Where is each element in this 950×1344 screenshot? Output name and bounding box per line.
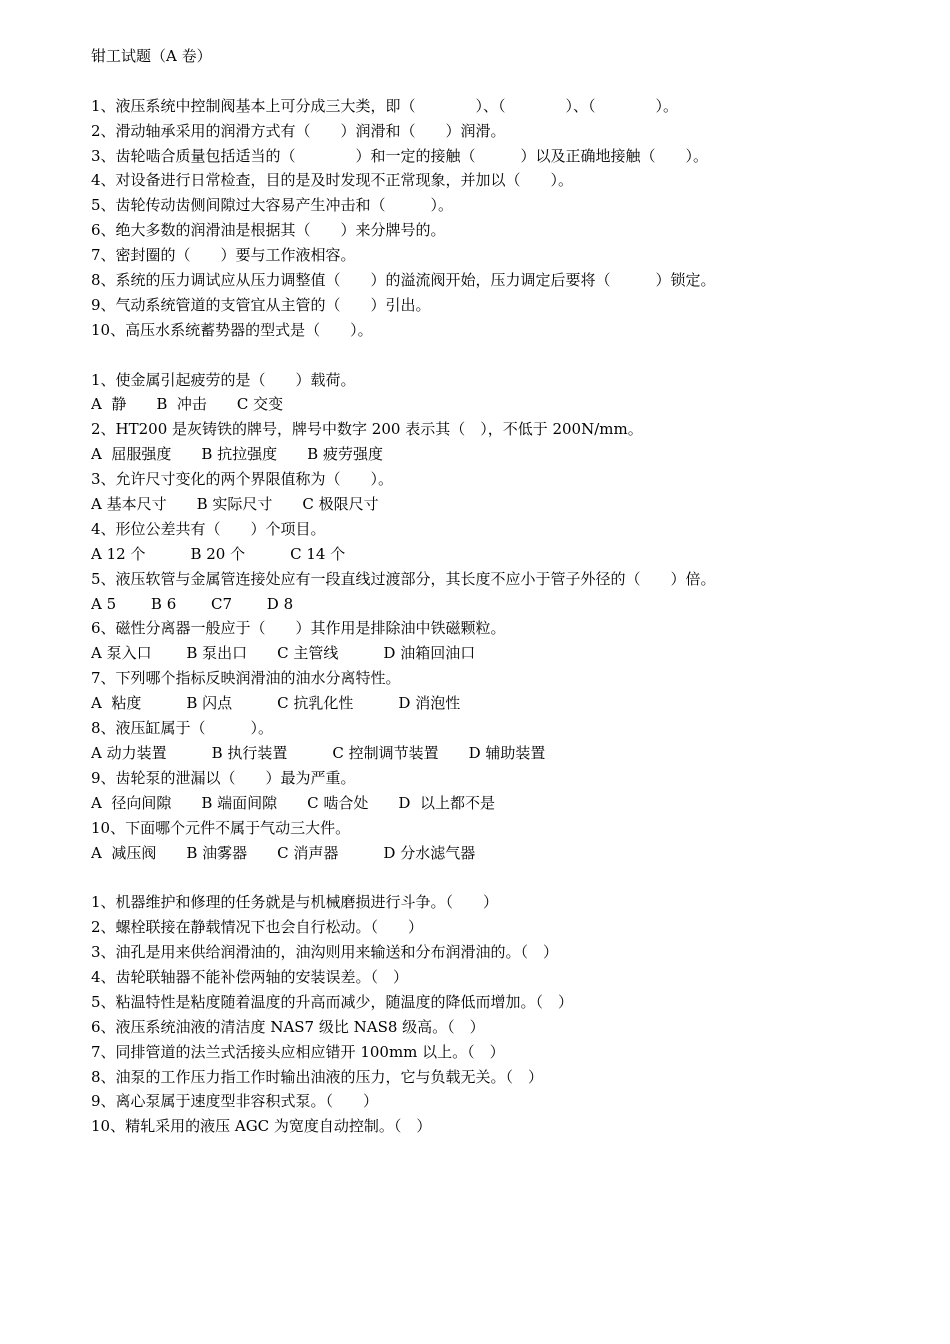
options-line: A 径向间隙 B 端面间隙 C 啮合处 D 以上都不是 <box>91 793 495 812</box>
options-line: A 12 个 B 20 个 C 14 个 <box>91 544 346 563</box>
question-line: 2、螺栓联接在静载情况下也会自行松动。（ ） <box>91 918 424 937</box>
question-line: 10、下面哪个元件不属于气动三大件。 <box>91 818 351 837</box>
question-line: 2、HT200 是灰铸铁的牌号，牌号中数字 200 表示其（ ），不低于 200N/mm。 <box>91 420 643 439</box>
options-line: A 粘度 B 闪点 C 抗乳化性 D 消泡性 <box>91 694 461 713</box>
question-line: 10、精轧采用的液压 AGC 为宽度自动控制。（ ） <box>91 1117 432 1136</box>
question-line: 4、形位公差共有（ ）个项目。 <box>91 519 326 538</box>
question-line: 7、下列哪个指标反映润滑油的油水分离特性。 <box>91 669 401 688</box>
question-line: 1、液压系统中控制阀基本上可分成三大类，即（ ）、（ ）、（ ）。 <box>91 96 679 115</box>
question-line: 5、粘温特性是粘度随着温度的升高而减少，随温度的降低而增加。（ ） <box>91 992 574 1011</box>
question-line: 1、使金属引起疲劳的是（ ）载荷。 <box>91 370 356 389</box>
exam-page <box>91 44 911 1189</box>
question-line: 9、气动系统管道的支管宜从主管的（ ）引出。 <box>91 295 431 314</box>
question-line: 6、绝大多数的润滑油是根据其（ ）来分牌号的。 <box>91 221 446 240</box>
section-fill-heading <box>91 69 911 94</box>
question-line: 7、密封圈的（ ）要与工作液相容。 <box>91 246 356 265</box>
question-line: 3、油孔是用来供给润滑油的，油沟则用来输送和分布润滑油的。（ ） <box>91 943 559 962</box>
options-line: A 动力装置 B 执行装置 C 控制调节装置 D 辅助装置 <box>91 743 546 762</box>
question-line: 6、液压系统油液的清洁度 NAS7 级比 NAS8 级高。（ ） <box>91 1017 485 1036</box>
options-line: A 减压阀 B 油雾器 C 消声器 D 分水滤气器 <box>91 843 476 862</box>
options-line: A 静 B 冲击 C 交变 <box>91 395 284 414</box>
section-terms-heading <box>91 1139 911 1164</box>
question-line: 5、齿轮传动齿侧间隙过大容易产生冲击和（ ）。 <box>91 196 454 215</box>
options-line: A 泵入口 B 泵出口 C 主管线 D 油箱回油口 <box>91 644 476 663</box>
options-line: A 5 B 6 C7 D 8 <box>91 594 294 613</box>
question-line: 8、液压缸属于（ ）。 <box>91 719 274 738</box>
question-line: 1、机器维护和修理的任务就是与机械磨损进行斗争。（ ） <box>91 893 499 912</box>
section-choice-heading <box>91 343 911 368</box>
question-line: 9、齿轮泵的泄漏以（ ）最为严重。 <box>91 768 356 787</box>
question-line: 7、同排管道的法兰式活接头应相应错开 100mm 以上。（ ） <box>91 1042 505 1061</box>
question-line: 4、对设备进行日常检查，目的是及时发现不正常现象，并加以（ ）。 <box>91 171 574 190</box>
options-line: A 屈服强度 B 抗拉强度 B 疲劳强度 <box>91 445 383 464</box>
exam-title: 钳工试题（A 卷） <box>91 47 212 65</box>
question-line: 3、允许尺寸变化的两个界限值称为（ ）。 <box>91 470 394 489</box>
question-line: 3、齿轮啮合质量包括适当的（ ）和一定的接触（ ）以及正确地接触（ ）。 <box>91 146 709 165</box>
question-line: 6、磁性分离器一般应于（ ）其作用是排除油中铁磁颗粒。 <box>91 619 506 638</box>
question-line: 2、滑动轴承采用的润滑方式有（ ）润滑和（ ）润滑。 <box>91 121 506 140</box>
question-line: 8、油泵的工作压力指工作时输出油液的压力，它与负载无关。（ ） <box>91 1067 544 1086</box>
question-line: 5、液压软管与金属管连接处应有一段直线过渡部分，其长度不应小于管子外径的（ ）倍。 <box>91 569 716 588</box>
term-item <box>91 1164 911 1189</box>
question-line: 10、高压水系统蓄势器的型式是（ ）。 <box>91 320 373 339</box>
question-line: 8、系统的压力调试应从压力调整值（ ）的溢流阀开始，压力调定后要将（ ）锁定。 <box>91 271 716 290</box>
section-judge-heading <box>91 865 911 890</box>
question-line: 9、离心泵属于速度型非容积式泵。（ ） <box>91 1092 379 1111</box>
options-line: A 基本尺寸 B 实际尺寸 C 极限尺寸 <box>91 495 379 514</box>
question-line: 4、齿轮联轴器不能补偿两轴的安装误差。（ ） <box>91 967 409 986</box>
